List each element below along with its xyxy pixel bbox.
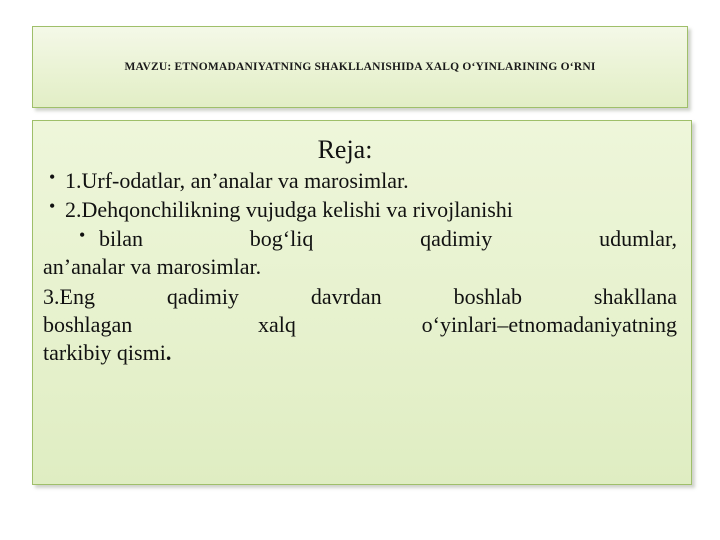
list-item	[43, 283, 677, 367]
list-item	[43, 167, 677, 195]
content-heading: Reja:	[317, 135, 373, 164]
list-item-period: .	[165, 339, 172, 365]
list-item-line: an’analar va marosimlar.	[43, 254, 262, 280]
content-box	[32, 120, 692, 485]
list-item	[43, 225, 677, 281]
list-item-text: 2.Dehqonchilikning vujudga kelishi va rivojlanishi	[65, 197, 513, 223]
list-item-line: boshlagan xalq o‘yinlari–etnomadaniyatning	[43, 311, 677, 337]
list-item	[43, 196, 677, 224]
agenda-list	[43, 167, 677, 367]
list-item-line	[43, 339, 677, 367]
list-item-line: • bilan bog‘liq qadimiy udumlar,	[99, 226, 677, 252]
list-item-text: 1.Urf-odatlar, an’analar va marosimlar.	[65, 167, 409, 193]
slide-title: MAVZU: ETNOMADANIYATNING SHAKLLANISHIDA XALQ O‘YINLARINING O‘RNI	[124, 60, 596, 73]
list-item-text: tarkibiy qismi	[43, 339, 166, 365]
list-item-line: 3.Eng qadimiy davrdan boshlab shakllana	[43, 283, 677, 309]
title-box	[32, 26, 688, 108]
